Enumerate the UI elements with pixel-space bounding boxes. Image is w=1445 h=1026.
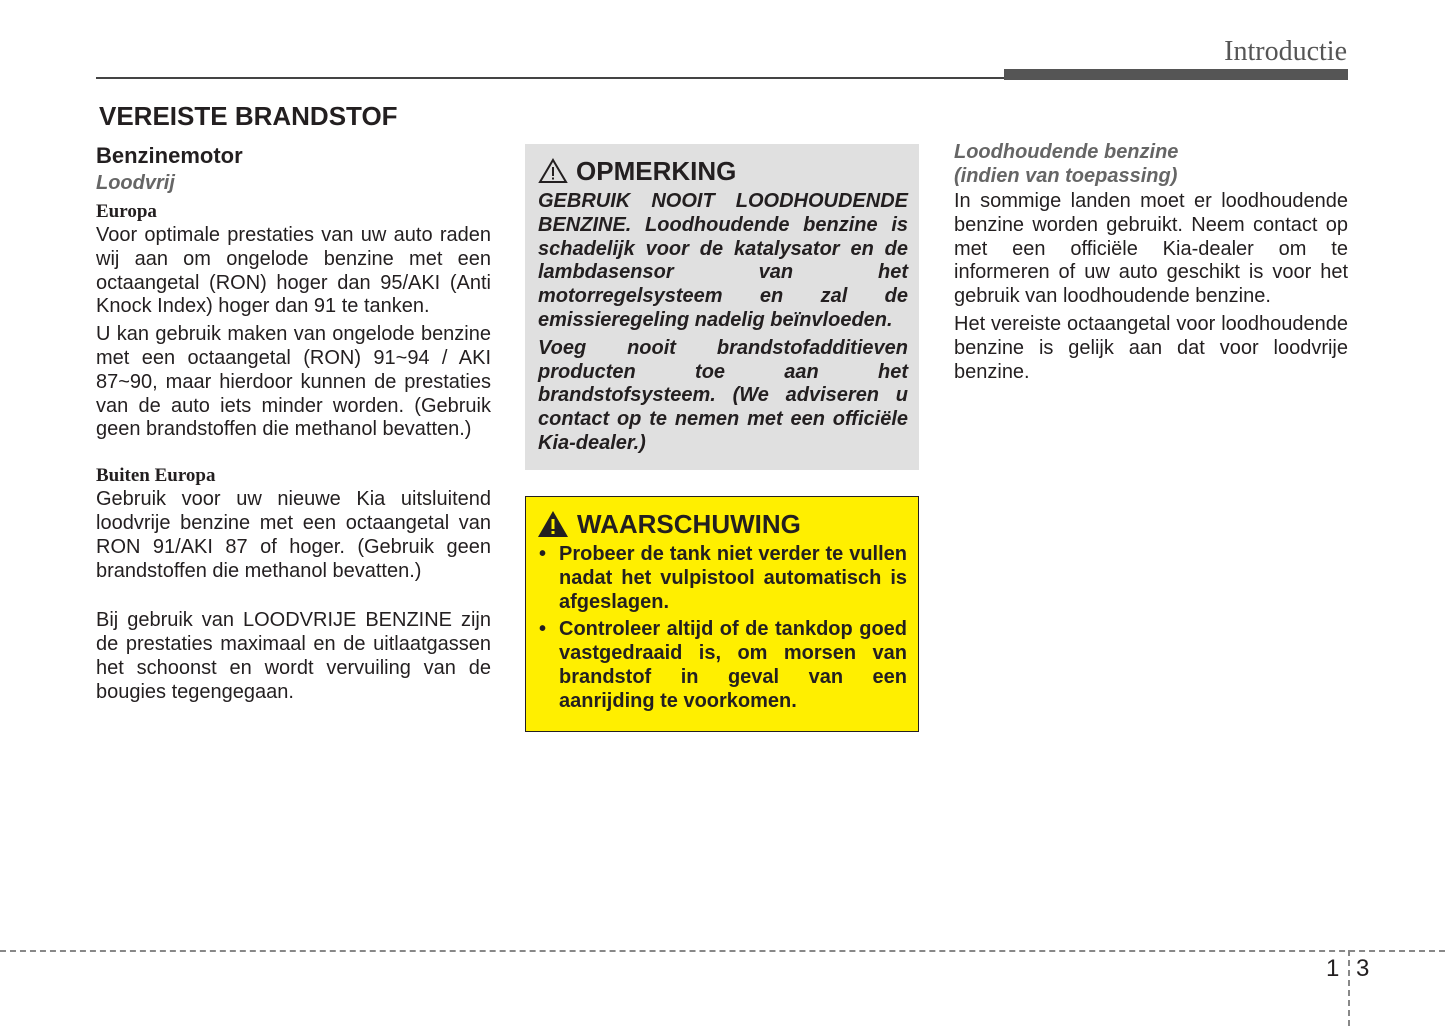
warning-title-text: WAARSCHUWING <box>577 509 801 539</box>
warning-title <box>537 509 907 539</box>
footer-rule <box>0 950 1445 952</box>
warning-list <box>537 543 907 714</box>
header-rule <box>96 77 1006 79</box>
heading-loodhoudend-line2: (indien van toepassing) <box>954 165 1178 187</box>
left-column <box>96 140 491 709</box>
note-title-text: OPMERKING <box>576 156 737 186</box>
heading-benzinemotor: Benzinemotor <box>96 143 243 168</box>
section-title: VEREISTE BRANDSTOF <box>99 101 398 131</box>
paragraph-europa-2: U kan gebruik maken van ongelode benzine met een octaangetal (RON) 91~94 / AKI 87~90, maar hierdoor kunnen de prestaties van de auto iets minder worden. (Gebruik geen brandstoffen die methanol bevatten.) <box>96 323 491 441</box>
paragraph-buiten-1: Gebruik voor uw nieuwe Kia uitsluitend loodvrije benzine met een octaangetal van RON 91/AKI 87 of hoger. (Gebruik geen brandstoffen die methanol bevatten.) <box>96 488 491 582</box>
heading-loodhoudend-line1: Loodhoudende benzine <box>954 141 1179 163</box>
paragraph-europa-1: Voor optimale prestaties van uw auto raden wij aan om ongelode benzine met een octaangetal (RON) hoger dan 95/AKI (Anti Knock Index) hoger dan 91 te tanken. <box>96 224 491 318</box>
warning-item: • Controleer altijd of de tankdop goed vastgedraaid is, om morsen van brandstof in geval van een aanrijding te voorkomen. <box>537 618 907 713</box>
warning-triangle-icon <box>537 510 569 538</box>
paragraph-loodhoudend-2: Het vereiste octaangetal voor loodhoudende benzine is gelijk aan dat voor loodvrije benzine. <box>954 312 1348 383</box>
paragraph-buiten-2: Bij gebruik van LOODVRIJE BENZINE zijn de prestaties maximaal en de uitlaatgassen het schoonst en wordt vervuiling van de bougies tegengegaan. <box>96 609 491 703</box>
page-number: 3 <box>1356 955 1370 982</box>
chapter-title: Introductie <box>1224 36 1347 67</box>
header-rule-accent <box>1004 69 1348 80</box>
note-title <box>538 156 908 186</box>
note-paragraph-1: GEBRUIK NOOIT LOODHOUDENDE BENZINE. Loodhoudende benzine is schadelijk voor de katalysator en de lambdasensor van het motorregelsysteem en zal de emissieregeling nadelig beïnvloeden. <box>538 190 908 331</box>
paragraph-loodhoudend-1: In sommige landen moet er loodhoudende benzine worden gebruikt. Neem contact op met een officiële Kia-dealer om te informeren of uw auto geschikt is voor het gebruik van loodhoudende benzine. <box>954 190 1348 308</box>
warning-box <box>525 496 919 732</box>
note-box <box>525 144 919 470</box>
subheading-loodvrij: Loodvrij <box>96 172 175 194</box>
label-europa: Europa <box>96 201 157 222</box>
label-buiten-europa: Buiten Europa <box>96 465 216 487</box>
warning-item: • Probeer de tank niet verder te vullen nadat het vulpistool automatisch is afgeslagen. <box>537 543 907 614</box>
note-paragraph-2: Voeg nooit brandstofadditieven producten toe aan het brandstofsysteem. (We adviseren u contact op te nemen met een officiële Kia-dealer.) <box>538 336 908 454</box>
page-number-divider <box>1348 950 1350 1026</box>
caution-triangle-icon <box>538 158 568 184</box>
chapter-number: 1 <box>1326 955 1340 982</box>
right-column <box>954 140 1348 388</box>
